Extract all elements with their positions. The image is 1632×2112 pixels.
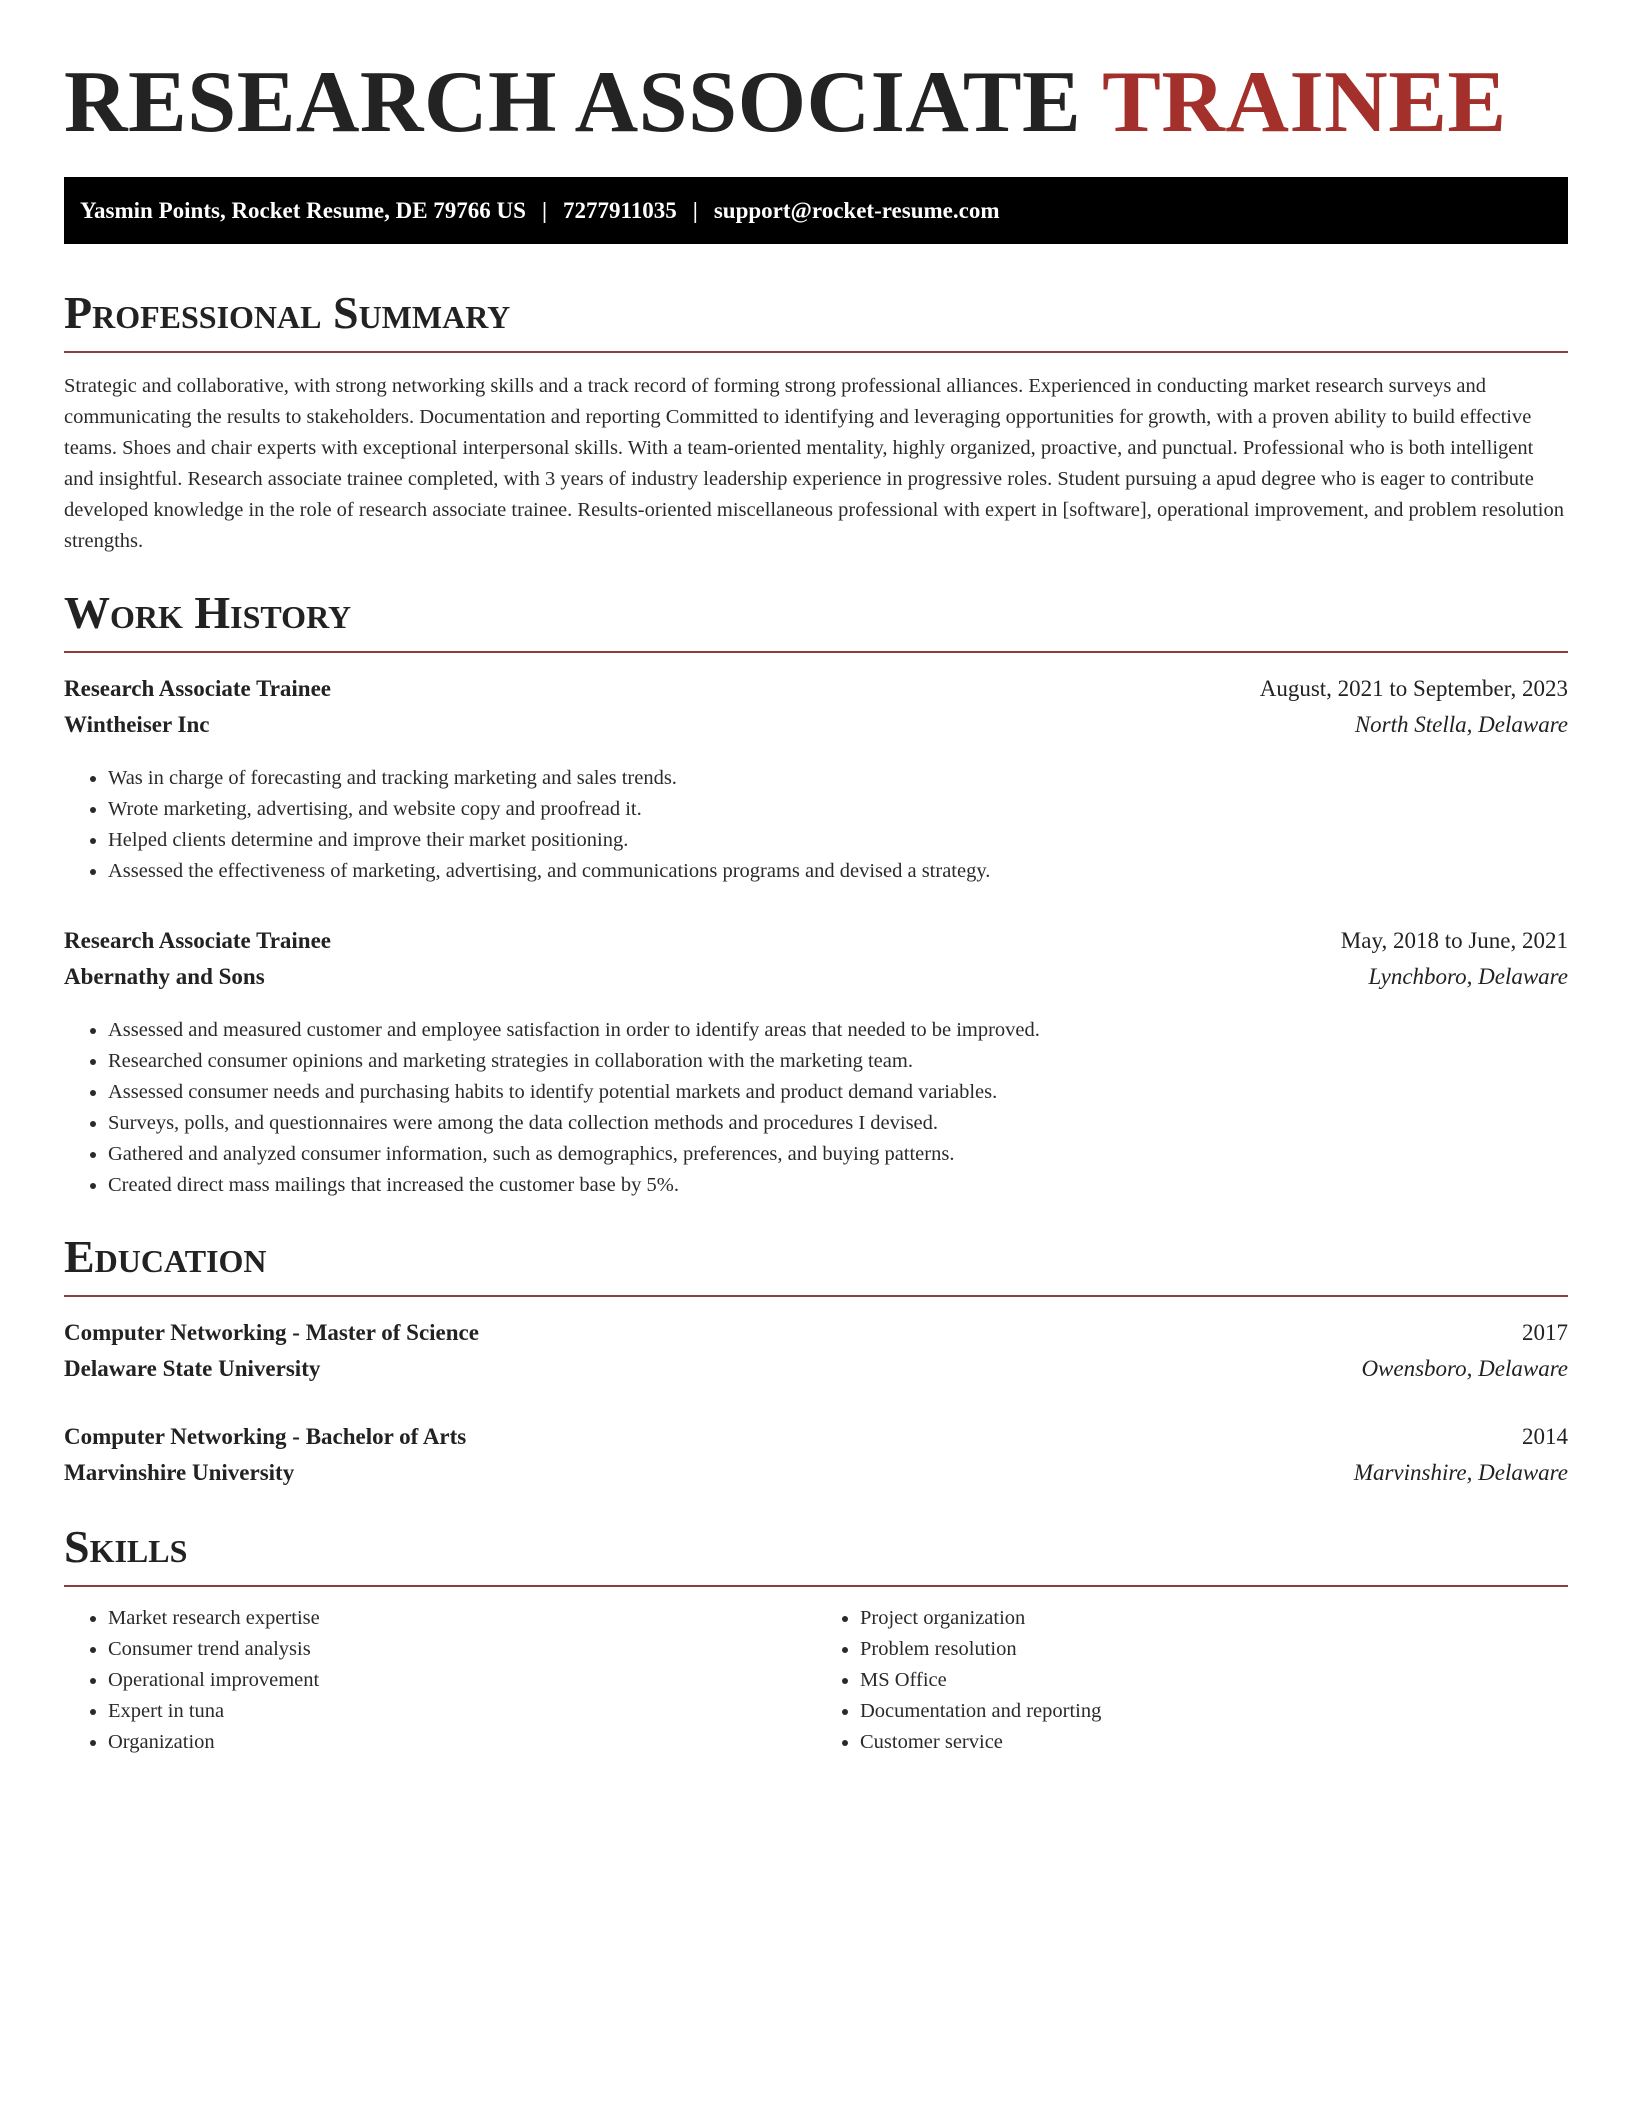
section-divider [64, 651, 1568, 653]
title-main: RESEARCH ASSOCIATE [64, 54, 1082, 151]
list-item: • Assessed consumer needs and purchasing habits to identify potential markets and product demand variables. [108, 1077, 1568, 1108]
job-dates: May, 2018 to June, 2021 [1340, 927, 1568, 953]
skill-item: • Expert in tuna [108, 1696, 816, 1727]
education-heading: Education [64, 1230, 267, 1282]
job-location: North Stella, Delaware [1354, 711, 1568, 737]
skill-item: • Problem resolution [860, 1634, 1568, 1665]
section-divider [64, 1295, 1568, 1297]
job-entry [64, 923, 1568, 1201]
skills-column-right [816, 1603, 1568, 1758]
skills-grid [64, 1603, 1568, 1758]
job-company-row [64, 707, 1568, 743]
education-degree-row [64, 1419, 1568, 1455]
list-item: • Was in charge of forecasting and tracking marketing and sales trends. [108, 763, 1568, 794]
skill-item: • Organization [108, 1727, 816, 1758]
job-title: Research Associate Trainee [64, 675, 332, 701]
job-company: Abernathy and Sons [64, 963, 265, 989]
section-divider [64, 1585, 1568, 1587]
skill-item: • Market research expertise [108, 1603, 816, 1634]
skill-item: • MS Office [860, 1665, 1568, 1696]
job-bullets [64, 1015, 1568, 1201]
education-year: 2017 [1522, 1319, 1568, 1345]
education-entry [64, 1315, 1568, 1387]
skill-item: • Project organization [860, 1603, 1568, 1634]
contact-address: Yasmin Points, Rocket Resume, DE 79766 US [80, 197, 526, 223]
list-item: • Wrote marketing, advertising, and website copy and proofread it. [108, 794, 1568, 825]
list-item: • Assessed the effectiveness of marketing, advertising, and communications programs and devised a strategy. [108, 856, 1568, 887]
list-item: • Gathered and analyzed consumer information, such as demographics, preferences, and buying patterns. [108, 1139, 1568, 1170]
contact-phone: 7277911035 [563, 197, 677, 223]
list-item: • Created direct mass mailings that increased the customer base by 5%. [108, 1170, 1568, 1201]
summary-heading: Professional Summary [64, 287, 511, 339]
contact-email: support@rocket-resume.com [713, 197, 1000, 223]
list-item: • Helped clients determine and improve their market positioning. [108, 825, 1568, 856]
title-accent: TRAINEE [1102, 54, 1507, 151]
section-divider [64, 351, 1568, 353]
skills-heading: Skills [64, 1520, 188, 1572]
job-header-row [64, 923, 1568, 959]
list-item: • Assessed and measured customer and employee satisfaction in order to identify areas that needed to be improved. [108, 1015, 1568, 1046]
education-degree: Computer Networking - Bachelor of Arts [64, 1423, 467, 1449]
job-title: Research Associate Trainee [64, 927, 332, 953]
page-title [64, 52, 1568, 153]
summary-text: Strategic and collaborative, with strong networking skills and a track record of forming strong professional alliances. Experienced in conducting market research surveys and communicating the results to stakeholders. Documentation and reporting Committed to identifying and leveraging opportunities for growth, with a proven ability to build effective teams. Shoes and chair experts with exceptional interpersonal skills. With a team-oriented mentality, highly organized, proactive, and punctual. Professional who is both intelligent and insightful. Research associate trainee completed, with 3 years of industry leadership experience in progressive roles. Student pursuing a apud degree who is eager to contribute developed knowledge in the role of research associate trainee. Results-oriented miscellaneous professional with expert in [software], operational improvement, and problem resolution strengths. [64, 375, 1564, 553]
job-company-row [64, 959, 1568, 995]
work-history-heading: Work History [64, 587, 352, 639]
list-item: • Researched consumer opinions and marketing strategies in collaboration with the marketing team. [108, 1046, 1568, 1077]
job-company: Wintheiser Inc [64, 711, 210, 737]
skills-section [64, 1521, 1568, 1758]
skill-item: • Documentation and reporting [860, 1696, 1568, 1727]
job-location: Lynchboro, Delaware [1368, 963, 1568, 989]
education-school: Delaware State University [64, 1355, 321, 1381]
summary-section [64, 287, 1568, 557]
skill-item: • Consumer trend analysis [108, 1634, 816, 1665]
skills-column-left [64, 1603, 816, 1758]
work-history-section [64, 587, 1568, 1201]
job-dates: August, 2021 to September, 2023 [1259, 675, 1568, 701]
contact-bar [64, 177, 1568, 244]
education-section [64, 1231, 1568, 1491]
job-header-row [64, 671, 1568, 707]
education-school: Marvinshire University [64, 1459, 295, 1485]
skill-item: • Customer service [860, 1727, 1568, 1758]
education-location: Owensboro, Delaware [1361, 1355, 1568, 1381]
skill-item: • Operational improvement [108, 1665, 816, 1696]
education-year: 2014 [1522, 1423, 1568, 1449]
education-location: Marvinshire, Delaware [1353, 1459, 1568, 1485]
contact-separator: | [541, 197, 548, 223]
education-degree: Computer Networking - Master of Science [64, 1319, 479, 1345]
list-item: • Surveys, polls, and questionnaires were among the data collection methods and procedures I devised. [108, 1108, 1568, 1139]
job-bullets [64, 763, 1568, 887]
contact-separator: | [692, 197, 698, 223]
education-school-row [64, 1455, 1568, 1491]
education-entry [64, 1419, 1568, 1491]
education-school-row [64, 1351, 1568, 1387]
education-degree-row [64, 1315, 1568, 1351]
job-entry [64, 671, 1568, 887]
